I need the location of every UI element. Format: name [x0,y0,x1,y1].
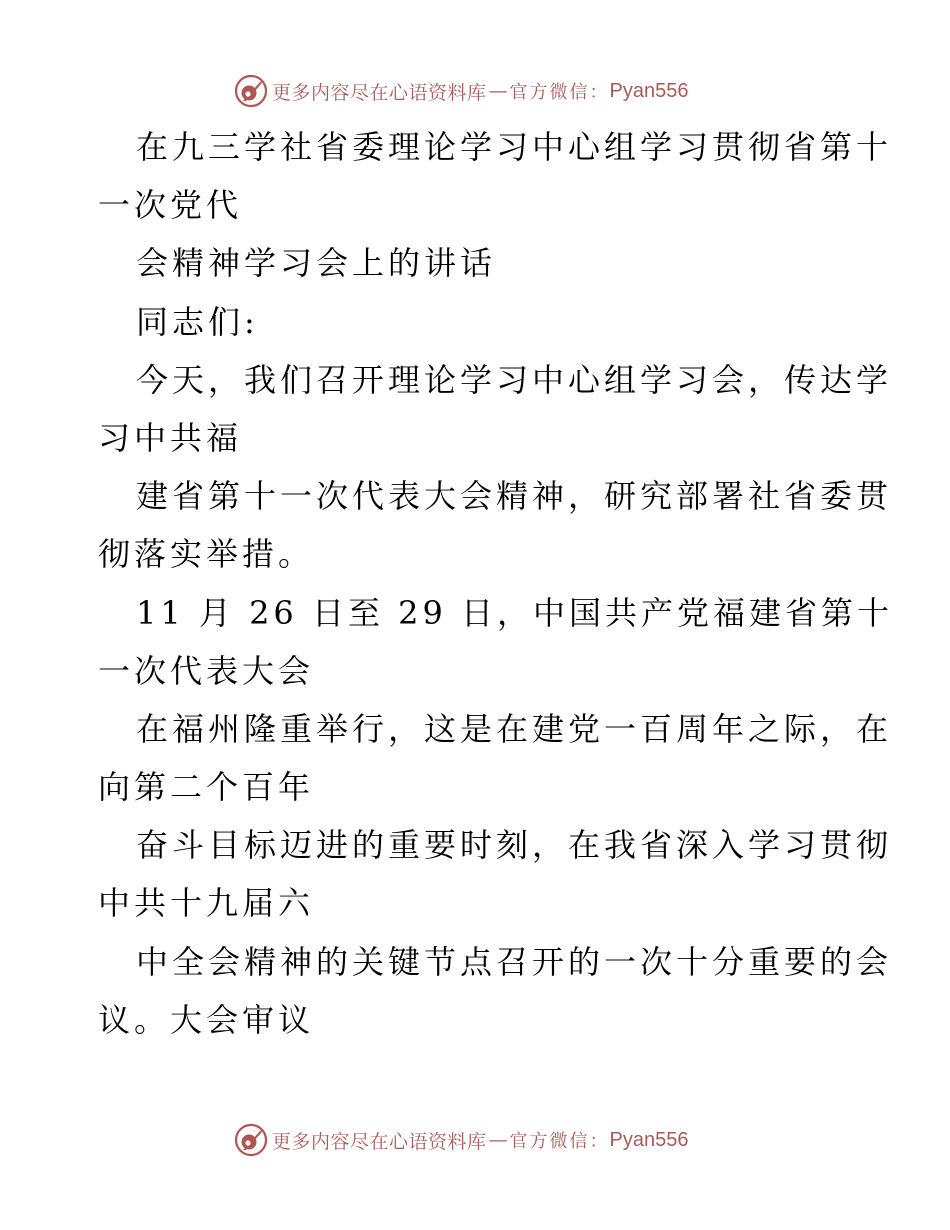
watermark-wechat-label: 官方微信： [509,82,610,103]
watermark-separator: — [488,80,508,102]
text-line: 奋斗目标迈进的重要时刻，在我省深入学习贯彻 [136,826,893,865]
watermark-wechat-id: Pyan556 [609,1128,689,1151]
text-line: 一次党代 [98,186,243,225]
document-body [98,118,894,1049]
text-line: 议。大会审议 [98,1000,315,1039]
watermark-wechat-label: 官方微信： [509,1131,610,1152]
footer-watermark [234,1123,688,1157]
watermark-text: 更多内容尽在心语资料库 [272,1130,487,1153]
text-line: 习中共福 [98,418,243,457]
text-line: 一次代表大会 [98,651,315,690]
quill-logo-icon [234,74,268,108]
text-line: 11 月 26 日至 29 日，中国共产党福建省第十 [136,593,894,632]
text-line: 在福州隆重举行，这是在建党一百周年之际，在 [136,709,893,748]
text-line: 同志们: [136,302,259,341]
text-line: 中全会精神的关键节点召开的一次十分重要的会 [136,942,893,981]
text-line: 在九三学社省委理论学习中心组学习贯彻省第十 [136,128,893,166]
text-line: 彻落实举措。 [98,535,315,574]
quill-logo-icon [234,1123,268,1157]
text-line: 中共十九届六 [98,884,315,923]
text-line: 向第二个百年 [98,768,315,807]
text-line: 建省第十一次代表大会精神，研究部署社省委贯 [136,477,893,516]
header-watermark [234,74,688,108]
text-line: 今天，我们召开理论学习中心组学习会，传达学 [136,360,893,399]
watermark-text: 更多内容尽在心语资料库 [272,81,487,104]
watermark-wechat-id: Pyan556 [609,79,689,102]
watermark-separator: — [488,1129,508,1151]
text-line: 会精神学习会上的讲话 [136,244,497,283]
